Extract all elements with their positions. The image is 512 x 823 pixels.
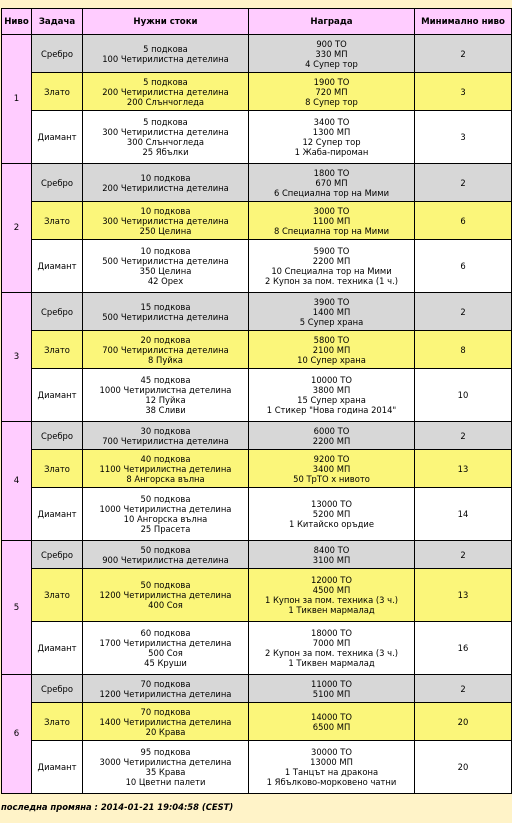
goods-cell: [83, 293, 249, 331]
reward-cell: [249, 703, 415, 741]
header-level: Ниво: [2, 9, 32, 35]
goods-line: 15 подкова: [140, 301, 191, 312]
goods-line: 50 подкова: [140, 544, 191, 555]
header-goods: Нужни стоки: [83, 9, 249, 35]
reward-cell: [249, 622, 415, 675]
goods-line: 10 подкова: [140, 172, 191, 183]
goods-line: 100 Четирилистна детелина: [102, 53, 229, 64]
goods-line: 200 Слънчогледа: [126, 96, 205, 107]
header-task: Задача: [32, 9, 83, 35]
level-cell: 3: [2, 293, 32, 422]
task-cell: Диамант: [32, 488, 83, 541]
goods-cell: [83, 369, 249, 422]
min-level-cell: 20: [415, 741, 512, 794]
reward-line: 1800 ТО: [313, 167, 350, 178]
reward-line: 1 Тиквен мармалад: [288, 605, 375, 615]
task-cell: Злато: [32, 569, 83, 622]
reward-line: 9200 ТО: [313, 453, 350, 464]
table-row: [2, 164, 512, 202]
reward-line: 12 Супер тор: [302, 137, 361, 147]
reward-line: 1400 МП: [312, 306, 351, 317]
level-cell: 6: [2, 675, 32, 794]
goods-cell: [83, 240, 249, 293]
task-cell: Злато: [32, 331, 83, 369]
table-row: [2, 541, 512, 569]
goods-line: 50 подкова: [140, 580, 191, 590]
reward-line: 330 МП: [315, 48, 348, 59]
min-level-cell: 2: [415, 164, 512, 202]
reward-line: 5200 МП: [312, 509, 351, 519]
reward-line: 3000 ТО: [313, 205, 350, 216]
goods-line: 1400 Четирилистна детелина: [99, 716, 232, 727]
min-level-cell: 20: [415, 703, 512, 741]
reward-cell: [249, 422, 415, 450]
goods-line: 60 подкова: [140, 628, 191, 638]
goods-cell: [83, 703, 249, 741]
reward-line: 15 Супер храна: [297, 395, 366, 405]
goods-line: 1000 Четирилистна детелина: [99, 504, 232, 514]
reward-line: 2 Купон за пом. техника (3 ч.): [264, 648, 398, 658]
last-modified: последна промяна : 2014-01-21 19:04:58 (CEST): [1, 802, 234, 812]
task-cell: Злато: [32, 450, 83, 488]
table-row: [2, 202, 512, 240]
table-row: [2, 293, 512, 331]
reward-line: 2100 МП: [312, 344, 351, 355]
reward-line: 3800 МП: [312, 385, 351, 395]
min-level-cell: 14: [415, 488, 512, 541]
task-cell: Злато: [32, 703, 83, 741]
goods-line: 20 Крава: [145, 726, 186, 737]
goods-cell: [83, 488, 249, 541]
reward-line: 14000 ТО: [310, 711, 352, 722]
reward-line: 10 Специална тор на Мими: [271, 266, 392, 276]
task-cell: Сребро: [32, 422, 83, 450]
goods-line: 40 подкова: [140, 453, 191, 464]
goods-cell: [83, 622, 249, 675]
reward-line: 6000 ТО: [313, 425, 350, 436]
reward-line: 10000 ТО: [310, 375, 352, 385]
goods-line: 400 Соя: [148, 600, 183, 610]
min-level-cell: 6: [415, 240, 512, 293]
goods-line: 300 Четирилистна детелина: [102, 127, 229, 137]
goods-cell: [83, 541, 249, 569]
goods-line: 20 подкова: [140, 334, 191, 345]
reward-line: 8400 ТО: [313, 544, 350, 555]
goods-line: 25 Ябълки: [142, 147, 189, 157]
goods-cell: [83, 111, 249, 164]
goods-line: 250 Целина: [139, 225, 192, 236]
reward-line: 6 Специална тор на Мими: [273, 187, 390, 198]
reward-line: 1900 ТО: [313, 76, 350, 87]
reward-line: 4500 МП: [312, 585, 351, 595]
reward-line: 5100 МП: [312, 688, 351, 699]
table-row: [2, 488, 512, 541]
reward-line: 5 Супер храна: [299, 316, 364, 327]
goods-line: 95 подкова: [140, 747, 191, 757]
table-row: [2, 703, 512, 741]
goods-line: 700 Четирилистна детелина: [102, 344, 229, 355]
min-level-cell: 2: [415, 35, 512, 73]
goods-line: 300 Слънчогледа: [126, 137, 205, 147]
reward-line: 8 Супер тор: [305, 96, 358, 107]
goods-line: 300 Четирилистна детелина: [102, 215, 229, 226]
min-level-cell: 3: [415, 111, 512, 164]
header-reward: Награда: [249, 9, 415, 35]
quest-table-body: [2, 35, 512, 794]
table-row: [2, 422, 512, 450]
reward-cell: [249, 35, 415, 73]
reward-cell: [249, 164, 415, 202]
reward-line: 1 Танцът на дракона: [284, 767, 379, 777]
table-row: [2, 622, 512, 675]
goods-cell: [83, 569, 249, 622]
reward-cell: [249, 369, 415, 422]
min-level-cell: 2: [415, 422, 512, 450]
reward-line: 670 МП: [315, 177, 348, 188]
reward-line: 3100 МП: [312, 554, 351, 565]
goods-line: 900 Четирилистна детелина: [102, 554, 229, 565]
level-cell: 5: [2, 541, 32, 675]
goods-line: 1700 Четирилистна детелина: [99, 638, 232, 648]
task-cell: Сребро: [32, 293, 83, 331]
goods-line: 8 Пуйка: [148, 354, 183, 365]
reward-cell: [249, 240, 415, 293]
goods-line: 350 Целина: [139, 266, 192, 276]
reward-line: 3400 МП: [312, 463, 351, 474]
goods-line: 10 подкова: [140, 205, 191, 216]
goods-line: 1100 Четирилистна детелина: [99, 463, 232, 474]
goods-cell: [83, 450, 249, 488]
goods-line: 10 подкова: [140, 246, 191, 256]
task-cell: Сребро: [32, 541, 83, 569]
table-row: [2, 35, 512, 73]
goods-line: 45 Круши: [144, 658, 187, 668]
reward-cell: [249, 488, 415, 541]
reward-cell: [249, 111, 415, 164]
reward-line: 2200 МП: [312, 256, 351, 266]
goods-line: 200 Четирилистна детелина: [102, 182, 229, 193]
goods-line: 35 Крава: [145, 767, 186, 777]
goods-line: 200 Четирилистна детелина: [102, 86, 229, 97]
goods-line: 70 подкова: [140, 706, 191, 717]
goods-line: 10 Цветни палети: [125, 777, 206, 787]
min-level-cell: 10: [415, 369, 512, 422]
task-cell: Сребро: [32, 35, 83, 73]
reward-cell: [249, 541, 415, 569]
goods-line: 1200 Четирилистна детелина: [99, 688, 232, 699]
task-cell: Сребро: [32, 675, 83, 703]
goods-line: 1200 Четирилистна детелина: [99, 590, 232, 600]
table-row: [2, 73, 512, 111]
min-level-cell: 2: [415, 293, 512, 331]
min-level-cell: 2: [415, 675, 512, 703]
table-row: [2, 450, 512, 488]
goods-line: 5 подкова: [143, 76, 188, 87]
reward-line: 18000 ТО: [310, 628, 352, 638]
reward-line: 3900 ТО: [313, 296, 350, 307]
reward-line: 1 Жаба-пироман: [294, 147, 369, 157]
goods-line: 38 Сливи: [145, 405, 186, 415]
goods-cell: [83, 675, 249, 703]
goods-line: 700 Четирилистна детелина: [102, 435, 229, 446]
min-level-cell: 6: [415, 202, 512, 240]
reward-line: 13000 ТО: [310, 499, 352, 509]
goods-line: 70 подкова: [140, 678, 191, 689]
goods-cell: [83, 331, 249, 369]
goods-line: 5 подкова: [143, 43, 188, 54]
table-row: [2, 240, 512, 293]
min-level-cell: 2: [415, 541, 512, 569]
reward-line: 1300 МП: [312, 127, 351, 137]
reward-line: 2200 МП: [312, 435, 351, 446]
task-cell: Диамант: [32, 369, 83, 422]
goods-line: 5 подкова: [143, 117, 188, 127]
reward-cell: [249, 569, 415, 622]
goods-line: 500 Соя: [148, 648, 183, 658]
goods-line: 45 подкова: [140, 375, 191, 385]
table-row: [2, 569, 512, 622]
goods-line: 3000 Четирилистна детелина: [99, 757, 232, 767]
min-level-cell: 13: [415, 450, 512, 488]
goods-line: 25 Прасета: [140, 524, 191, 534]
reward-line: 13000 МП: [310, 757, 353, 767]
table-row: [2, 675, 512, 703]
reward-line: 2 Купон за пом. техника (1 ч.): [264, 276, 398, 286]
goods-cell: [83, 73, 249, 111]
min-level-cell: 3: [415, 73, 512, 111]
reward-line: 30000 ТО: [310, 747, 352, 757]
goods-line: 1000 Четирилистна детелина: [99, 385, 232, 395]
task-cell: Сребро: [32, 164, 83, 202]
reward-line: 5800 ТО: [313, 334, 350, 345]
min-level-cell: 13: [415, 569, 512, 622]
goods-line: 10 Ангорска вълна: [123, 514, 208, 524]
table-row: [2, 369, 512, 422]
reward-line: 8 Специална тор на Мими: [273, 225, 390, 236]
reward-line: 10 Супер храна: [297, 354, 366, 365]
task-cell: Диамант: [32, 240, 83, 293]
reward-line: 1 Ябълково-морковено чатни: [266, 777, 397, 787]
goods-line: 500 Четирилистна детелина: [102, 311, 229, 322]
reward-cell: [249, 450, 415, 488]
reward-line: 3400 ТО: [313, 117, 350, 127]
task-cell: Злато: [32, 73, 83, 111]
reward-cell: [249, 331, 415, 369]
reward-line: 5900 ТО: [313, 246, 350, 256]
reward-line: 12000 ТО: [310, 575, 352, 585]
goods-line: 500 Четирилистна детелина: [102, 256, 229, 266]
goods-line: 50 подкова: [140, 494, 191, 504]
goods-line: 8 Ангорска вълна: [126, 473, 205, 484]
reward-line: 11000 ТО: [310, 678, 352, 689]
level-cell: 2: [2, 164, 32, 293]
reward-line: 50 ТрТО x нивото: [293, 473, 370, 484]
reward-cell: [249, 675, 415, 703]
reward-line: 4 Супер тор: [305, 58, 358, 69]
reward-cell: [249, 202, 415, 240]
task-cell: Диамант: [32, 741, 83, 794]
table-row: [2, 741, 512, 794]
goods-line: 30 подкова: [140, 425, 191, 436]
goods-cell: [83, 202, 249, 240]
header-min-level: Минимално ниво: [415, 9, 512, 35]
level-cell: 4: [2, 422, 32, 541]
reward-line: 1 Стикер "Нова година 2014": [266, 405, 397, 415]
goods-cell: [83, 164, 249, 202]
min-level-cell: 8: [415, 331, 512, 369]
table-row: [2, 331, 512, 369]
goods-cell: [83, 741, 249, 794]
reward-line: 1100 МП: [312, 215, 351, 226]
min-level-cell: 16: [415, 622, 512, 675]
goods-line: 42 Орех: [147, 276, 184, 286]
quest-table: [1, 8, 512, 794]
reward-line: 900 ТО: [316, 38, 347, 49]
header-row: [2, 9, 512, 35]
task-cell: Злато: [32, 202, 83, 240]
reward-line: 6500 МП: [312, 721, 351, 732]
reward-line: 1 Китайско оръдие: [288, 519, 375, 529]
goods-cell: [83, 35, 249, 73]
reward-line: 1 Купон за пом. техника (3 ч.): [264, 595, 398, 605]
table-row: [2, 111, 512, 164]
goods-line: 12 Пуйка: [145, 395, 186, 405]
reward-line: 720 МП: [315, 86, 348, 97]
reward-line: 7000 МП: [312, 638, 351, 648]
reward-cell: [249, 73, 415, 111]
reward-line: 1 Тиквен мармалад: [288, 658, 375, 668]
task-cell: Диамант: [32, 111, 83, 164]
reward-cell: [249, 741, 415, 794]
task-cell: Диамант: [32, 622, 83, 675]
goods-cell: [83, 422, 249, 450]
level-cell: 1: [2, 35, 32, 164]
reward-cell: [249, 293, 415, 331]
